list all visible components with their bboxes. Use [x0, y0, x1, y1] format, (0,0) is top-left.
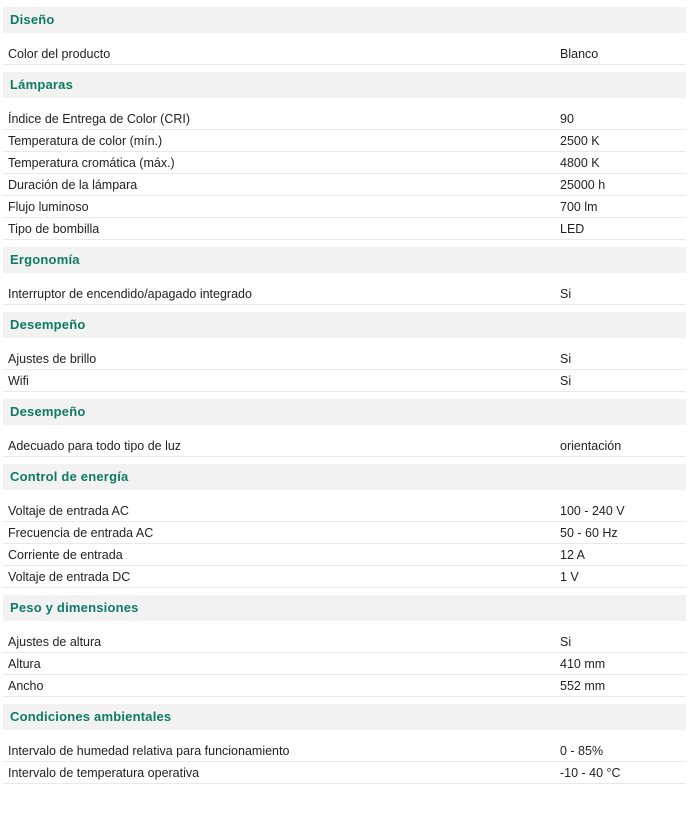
spec-row — [3, 174, 686, 196]
spec-value: LED — [560, 222, 585, 236]
spec-row — [3, 522, 686, 544]
spec-value: -10 - 40 °C — [560, 766, 621, 780]
spec-value: 12 A — [560, 548, 586, 562]
spec-value: 1 V — [560, 570, 579, 584]
spec-label: Interruptor de encendido/apagado integrado — [8, 287, 252, 301]
section-desempeno-2 — [3, 399, 686, 457]
spec-label: Adecuado para todo tipo de luz — [8, 439, 182, 453]
spec-label: Altura — [8, 657, 41, 671]
section-title: Ergonomía — [3, 247, 686, 273]
spec-value: 410 mm — [560, 657, 606, 671]
spec-label: Flujo luminoso — [8, 200, 89, 214]
spec-row — [3, 218, 686, 240]
section-title: Lámparas — [3, 72, 686, 98]
section-title: Desempeño — [3, 312, 686, 338]
spec-row — [3, 675, 686, 697]
spec-value: Si — [560, 374, 572, 388]
spec-row — [3, 108, 686, 130]
spec-table — [3, 7, 686, 784]
spec-value: orientación — [560, 439, 622, 453]
section-title: Diseño — [3, 7, 686, 33]
spec-value: 25000 h — [560, 178, 606, 192]
spec-label: Wifi — [8, 374, 29, 388]
spec-row — [3, 283, 686, 305]
spec-label: Temperatura de color (mín.) — [8, 134, 163, 148]
spec-row — [3, 130, 686, 152]
section-title: Desempeño — [3, 399, 686, 425]
spec-label: Frecuencia de entrada AC — [8, 526, 154, 540]
spec-value: Si — [560, 635, 572, 649]
section-ergonomia — [3, 247, 686, 305]
spec-label: Color del producto — [8, 47, 111, 61]
spec-row — [3, 196, 686, 218]
spec-label: Voltaje de entrada AC — [8, 504, 129, 518]
spec-row — [3, 740, 686, 762]
spec-label: Tipo de bombilla — [8, 222, 100, 236]
spec-row — [3, 370, 686, 392]
spec-value: 552 mm — [560, 679, 606, 693]
spec-row — [3, 631, 686, 653]
spec-row — [3, 544, 686, 566]
spec-label: Ajustes de altura — [8, 635, 102, 649]
spec-value: 2500 K — [560, 134, 600, 148]
section-title: Condiciones ambientales — [3, 704, 686, 730]
spec-row — [3, 348, 686, 370]
spec-value: Si — [560, 287, 572, 301]
spec-value: 100 - 240 V — [560, 504, 625, 518]
section-diseno — [3, 7, 686, 65]
spec-label: Corriente de entrada — [8, 548, 123, 562]
spec-row — [3, 762, 686, 784]
spec-row — [3, 500, 686, 522]
spec-label: Ancho — [8, 679, 44, 693]
spec-value: Blanco — [560, 47, 599, 61]
spec-label: Duración de la lámpara — [8, 178, 138, 192]
spec-value: 0 - 85% — [560, 744, 604, 758]
spec-value: 4800 K — [560, 156, 600, 170]
section-control-energia — [3, 464, 686, 588]
spec-value: 50 - 60 Hz — [560, 526, 618, 540]
spec-value: 700 lm — [560, 200, 598, 214]
section-desempeno — [3, 312, 686, 392]
spec-label: Intervalo de temperatura operativa — [8, 766, 200, 780]
section-lamparas — [3, 72, 686, 240]
spec-row — [3, 152, 686, 174]
spec-value: 90 — [560, 112, 574, 126]
section-title: Peso y dimensiones — [3, 595, 686, 621]
section-condiciones-ambientales — [3, 704, 686, 784]
spec-row — [3, 653, 686, 675]
spec-row — [3, 43, 686, 65]
section-peso-dimensiones — [3, 595, 686, 697]
spec-label: Intervalo de humedad relativa para funcionamiento — [8, 744, 290, 758]
spec-row — [3, 435, 686, 457]
spec-row — [3, 566, 686, 588]
section-title: Control de energía — [3, 464, 686, 490]
spec-label: Voltaje de entrada DC — [8, 570, 131, 584]
spec-value: Si — [560, 352, 572, 366]
spec-label: Índice de Entrega de Color (CRI) — [8, 112, 191, 126]
spec-label: Temperatura cromática (máx.) — [8, 156, 175, 170]
spec-label: Ajustes de brillo — [8, 352, 97, 366]
